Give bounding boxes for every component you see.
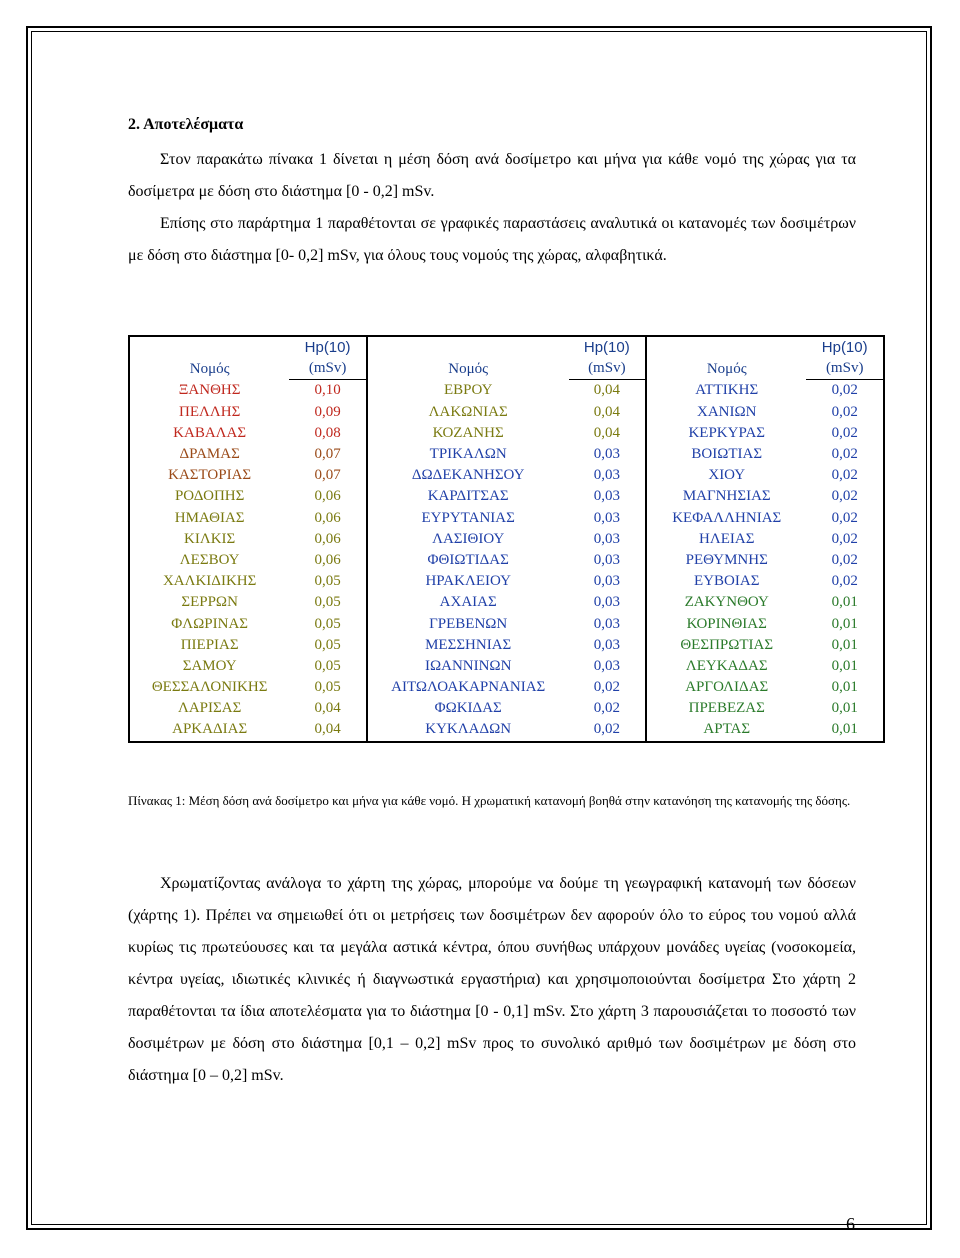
table-row: [129, 444, 884, 465]
table-row: [129, 465, 884, 486]
dose-value: 0,07: [289, 465, 367, 486]
table-row: [129, 698, 884, 719]
prefecture-name: ΚΟΡΙΝΘΙΑΣ: [686, 615, 767, 632]
dose-value: 0,02: [831, 467, 858, 484]
prefecture-name: ΑΧΑΙΑΣ: [439, 594, 497, 611]
dose-value: 0,04: [289, 698, 367, 719]
prefecture-name: ΧΙΟΥ: [708, 467, 746, 484]
table-row: [129, 423, 884, 444]
prefecture-name: ΑΙΤΩΛΟΑΚΑΡΝΑΝΙΑΣ: [391, 679, 546, 696]
table-row: [129, 613, 884, 634]
dose-value: 0,06: [289, 550, 367, 571]
col-header-nomos-1: Νομός: [189, 360, 230, 377]
dose-value: 0,02: [831, 551, 858, 568]
dose-value: 0,02: [831, 530, 858, 547]
prefecture-name: ΑΡΤΑΣ: [703, 721, 751, 738]
table-row: [129, 529, 884, 550]
table-row: [129, 656, 884, 677]
dose-value: 0,05: [289, 592, 367, 613]
prefecture-name: ΖΑΚΥΝΘΟΥ: [684, 594, 769, 611]
prefecture-name: ΣΕΡΡΩΝ: [181, 594, 238, 611]
prefecture-name: ΛΑΣΙΘΙΟΥ: [432, 530, 505, 547]
prefecture-name: ΚΕΦΑΛΛΗΝΙΑΣ: [672, 509, 782, 526]
prefecture-name: ΧΑΛΚΙΔΙΚΗΣ: [162, 573, 257, 590]
prefecture-name: ΡΟΔΟΠΗΣ: [174, 488, 245, 505]
table-row: [129, 402, 884, 423]
dose-value: 0,03: [569, 444, 647, 465]
dose-value: 0,02: [569, 698, 647, 719]
prefecture-name: ΛΕΥΚΑΔΑΣ: [685, 657, 768, 674]
section-heading: 2. Αποτελέσματα: [128, 116, 244, 133]
table-row: [129, 486, 884, 507]
prefecture-name: ΒΟΙΩΤΙΑΣ: [691, 446, 763, 463]
dose-value: 0,05: [289, 635, 367, 656]
dose-value: 0,04: [569, 402, 647, 423]
prefecture-name: ΞΑΝΘΗΣ: [178, 382, 241, 399]
prefecture-name: ΚΑΡΔΙΤΣΑΣ: [427, 488, 509, 505]
dose-value: 0,10: [289, 380, 367, 402]
prefecture-name: ΚΟΖΑΝΗΣ: [432, 424, 504, 441]
prefecture-name: ΡΕΘΥΜΝΗΣ: [685, 551, 768, 568]
table-row: [129, 508, 884, 529]
prefecture-name: ΑΡΓΟΛΙΔΑΣ: [685, 679, 769, 696]
prefecture-name: ΕΥΡΥΤΑΝΙΑΣ: [421, 509, 515, 526]
dose-value: 0,06: [289, 486, 367, 507]
dose-value: 0,03: [569, 508, 647, 529]
prefecture-name: ΚΙΛΚΙΣ: [184, 530, 236, 547]
page-number: 6: [846, 1214, 855, 1234]
dose-value: 0,03: [569, 592, 647, 613]
dose-value: 0,02: [569, 677, 647, 698]
prefecture-name: ΦΛΩΡΙΝΑΣ: [171, 615, 249, 632]
prefecture-name: ΙΩΑΝΝΙΝΩΝ: [424, 657, 512, 674]
prefecture-name: ΛΑΡΙΣΑΣ: [177, 700, 242, 717]
dose-value: 0,02: [831, 509, 858, 526]
dose-value: 0,02: [831, 403, 858, 420]
intro-paragraph-1: Στον παρακάτω πίνακα 1 δίνεται η μέση δόση ανά δοσίμετρο και μήνα για κάθε νομό της χώρας για τα δοσίμετρα με δόση στο διάστημα [0 - 0,2] mSv.: [128, 151, 856, 200]
dose-value: 0,01: [831, 700, 858, 717]
prefecture-name: ΔΩΔΕΚΑΝΗΣΟΥ: [411, 467, 525, 484]
dose-value: 0,01: [831, 657, 858, 674]
col-header-nomos-3: Νομός: [706, 360, 747, 377]
prefecture-name: ΑΡΚΑΔΙΑΣ: [172, 721, 248, 738]
prefecture-name: ΘΕΣΠΡΩΤΙΑΣ: [680, 636, 774, 653]
prefecture-name: ΚΕΡΚΥΡΑΣ: [688, 424, 766, 441]
dose-value: 0,04: [569, 423, 647, 444]
prefecture-name: ΚΑΒΑΛΑΣ: [173, 424, 247, 441]
prefecture-name: ΘΕΣΣΑΛΟΝΙΚΗΣ: [151, 679, 268, 696]
dose-value: 0,02: [831, 424, 858, 441]
dose-value: 0,03: [569, 486, 647, 507]
dose-value: 0,03: [569, 635, 647, 656]
dose-table: [128, 335, 885, 743]
dose-value: 0,03: [569, 465, 647, 486]
prefecture-name: ΕΒΡΟΥ: [443, 382, 493, 399]
table-row: [129, 719, 884, 741]
prefecture-name: ΣΑΜΟΥ: [182, 657, 237, 674]
prefecture-name: ΚΑΣΤΟΡΙΑΣ: [168, 467, 252, 484]
dose-value: 0,03: [569, 550, 647, 571]
dose-value: 0,05: [289, 677, 367, 698]
dose-value: 0,01: [831, 721, 858, 738]
prefecture-name: ΦΘΙΩΤΙΔΑΣ: [427, 551, 509, 568]
dose-value: 0,01: [831, 615, 858, 632]
dose-value: 0,03: [569, 571, 647, 592]
prefecture-name: ΠΡΕΒΕΖΑΣ: [688, 700, 765, 717]
dose-value: 0,01: [831, 636, 858, 653]
dose-value: 0,02: [831, 573, 858, 590]
dose-value: 0,05: [289, 613, 367, 634]
dose-value: 0,02: [831, 488, 858, 505]
dose-value: 0,03: [569, 613, 647, 634]
prefecture-name: ΔΡΑΜΑΣ: [179, 446, 240, 463]
col-header-hp-2: Hp(10): [569, 336, 647, 358]
dose-value: 0,09: [289, 402, 367, 423]
dose-value: 0,05: [289, 571, 367, 592]
table-row: [129, 592, 884, 613]
dose-value: 0,04: [289, 719, 367, 741]
col-header-hp-1: Hp(10): [289, 336, 367, 358]
prefecture-name: ΠΙΕΡΙΑΣ: [180, 636, 239, 653]
col-header-unit-1: (mSv): [289, 358, 367, 380]
table-row: [129, 677, 884, 698]
dose-value: 0,02: [831, 382, 858, 399]
prefecture-name: ΗΛΕΙΑΣ: [699, 530, 755, 547]
prefecture-name: ΜΑΓΝΗΣΙΑΣ: [682, 488, 771, 505]
prefecture-name: ΤΡΙΚΑΛΩΝ: [429, 446, 507, 463]
dose-value: 0,07: [289, 444, 367, 465]
dose-value: 0,05: [289, 656, 367, 677]
prefecture-name: ΑΤΤΙΚΗΣ: [695, 382, 759, 399]
dose-value: 0,01: [831, 594, 858, 611]
prefecture-name: ΗΡΑΚΛΕΙΟΥ: [425, 573, 511, 590]
prefecture-name: ΜΕΣΣΗΝΙΑΣ: [425, 636, 512, 653]
table-row: [129, 380, 884, 402]
dose-value: 0,02: [831, 446, 858, 463]
col-header-hp-3: Hp(10): [821, 339, 868, 357]
dose-value: 0,01: [831, 679, 858, 696]
col-header-nomos-2: Νομός: [448, 360, 489, 377]
dose-value: 0,04: [569, 380, 647, 402]
dose-value: 0,02: [569, 719, 647, 741]
col-header-unit-2: (mSv): [569, 358, 647, 380]
prefecture-name: ΧΑΝΙΩΝ: [697, 403, 757, 420]
dose-value: 0,08: [289, 423, 367, 444]
prefecture-name: ΕΥΒΟΙΑΣ: [694, 573, 760, 590]
body-paragraph: Χρωματίζοντας ανάλογα το χάρτη της χώρας, μπορούμε να δούμε τη γεωγραφική κατανομή των δόσεων (χάρτης 1). Πρέπει να σημειωθεί ότι οι μετρήσεις των δοσιμέτρων δεν αφορούν όλο το εύρος του νομού αλλά κυρίως τις πρωτεύουσες και τα μεγάλα αστικά κέντρα, όπου συνήθως υπάρχουν μονάδες υγείας (νοσοκομεία, κέντρα υγείας, ιδιωτικές κλινικές ή διαγνωστικά εργαστήρια) και χρησιμοποιούνται δοσίμετρα Στο χάρτη 2 παραθέτονται τα ίδια αποτελέσματα για το διάστημα [0 - 0,1] mSv. Στο χάρτη 3 παρουσιάζεται το ποσοστό των δοσιμέτρων με δόση στο διάστημα [0,1 – 0,2] mSv προς το συνολικό αριθμό των δοσιμέτρων με δόση στο διάστημα [0 – 0,2] mSv.: [128, 875, 856, 1084]
prefecture-name: ΓΡΕΒΕΝΩΝ: [429, 615, 508, 632]
dose-value: 0,03: [569, 656, 647, 677]
prefecture-name: ΠΕΛΛΗΣ: [178, 403, 241, 420]
table-row: [129, 550, 884, 571]
dose-value: 0,06: [289, 508, 367, 529]
prefecture-name: ΗΜΑΘΙΑΣ: [174, 509, 245, 526]
intro-paragraph-2: Επίσης στο παράρτημα 1 παραθέτονται σε γραφικές παραστάσεις αναλυτικά οι κατανομές των δοσιμέτρων με δόση στο διάστημα [0- 0,2] mSv, για όλους τους νομούς της χώρας, αλφαβητικά.: [128, 215, 856, 264]
table-caption: Πίνακας 1: Μέση δόση ανά δοσίμετρο και μήνα για κάθε νομό. Η χρωματική κατανομή βοηθά στην κατανόηση της κατανομής της δόσης.: [128, 793, 851, 808]
dose-value: 0,06: [289, 529, 367, 550]
col-header-unit-3: (mSv): [806, 358, 884, 380]
dose-value: 0,03: [569, 529, 647, 550]
table-row: [129, 635, 884, 656]
table-row: [129, 571, 884, 592]
prefecture-name: ΛΑΚΩΝΙΑΣ: [428, 403, 508, 420]
prefecture-name: ΚΥΚΛΑΔΩΝ: [425, 721, 512, 738]
prefecture-name: ΛΕΣΒΟΥ: [179, 551, 240, 568]
prefecture-name: ΦΩΚΙΔΑΣ: [434, 700, 502, 717]
